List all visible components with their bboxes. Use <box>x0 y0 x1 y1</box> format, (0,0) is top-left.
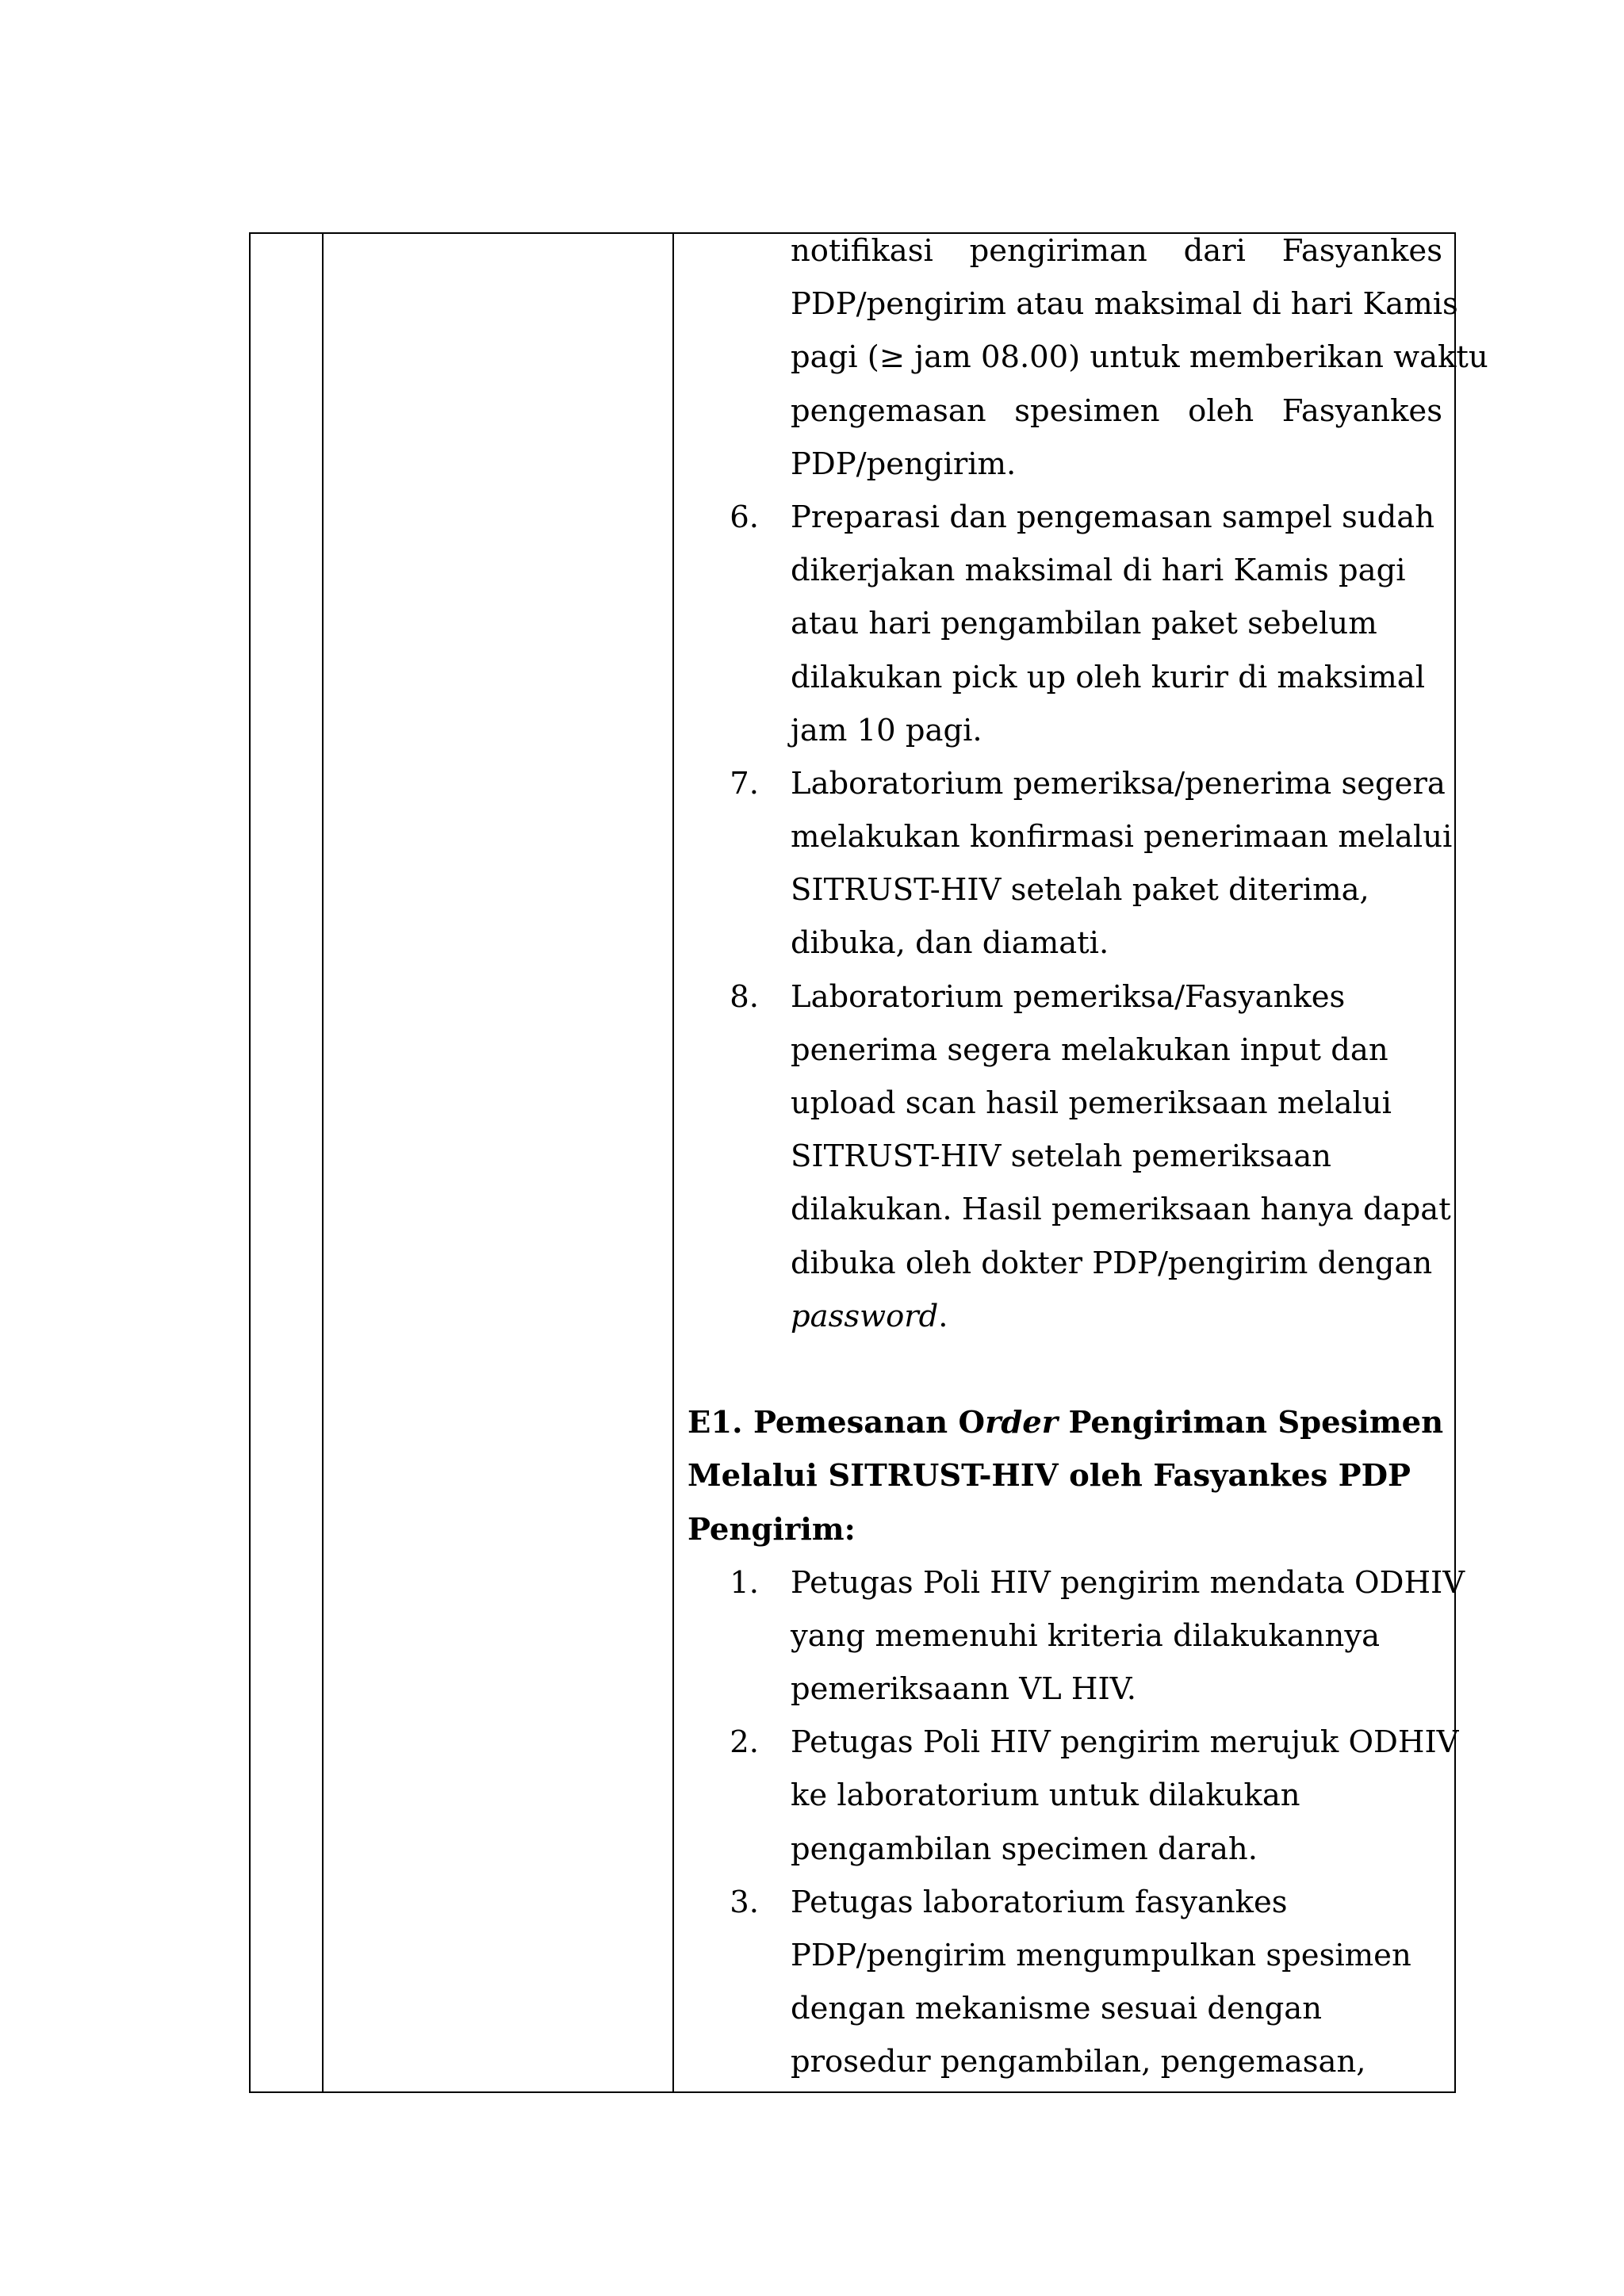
list-item <box>688 1716 1459 1876</box>
text-line: dilakukan. Hasil pemeriksaan hanya dapat <box>791 1192 1451 1228</box>
italic-word: password <box>791 1298 939 1334</box>
text-line: Laboratorium pemeriksa/Fasyankes <box>791 978 1346 1015</box>
text-line: Petugas laboratorium fasyankes <box>791 1884 1288 1920</box>
text-line: PDP/pengirim mengumpulkan spesimen <box>791 1938 1411 1973</box>
text-line: pagi (≥ jam 08.00) untuk memberikan waktu <box>791 339 1488 376</box>
text-line: SITRUST-HIV setelah paket diterima, <box>791 872 1369 909</box>
text-line: SITRUST-HIV setelah pemeriksaan <box>791 1138 1331 1175</box>
word: spesimen <box>1014 392 1160 429</box>
text-line <box>688 1290 1442 1343</box>
list-item <box>688 491 1442 757</box>
list-number: 2. <box>730 1724 759 1761</box>
text-line: atau hari pengambilan paket sebelum <box>791 606 1377 642</box>
section-heading <box>688 1396 1442 1449</box>
text-line: melakukan konfirmasi penerimaan melalui <box>791 819 1453 855</box>
list-item <box>688 1876 1442 2089</box>
heading-italic: rder <box>985 1405 1059 1441</box>
word: pengemasan <box>791 392 986 429</box>
list-number: 6. <box>730 499 759 535</box>
heading-text: Pengiriman Spesimen <box>1058 1405 1444 1441</box>
list-number: 7. <box>730 765 759 802</box>
text-line: dikerjakan maksimal di hari Kamis pagi <box>791 553 1406 589</box>
text-line: pemeriksaann VL HIV. <box>791 1671 1136 1708</box>
text-line: PDP/pengirim atau maksimal di hari Kamis <box>791 286 1458 323</box>
text-line: penerima segera melakukan input dan <box>791 1031 1388 1068</box>
text-line: yang memenuhi kriteria dilakukannya <box>791 1617 1381 1654</box>
column-divider-2 <box>672 234 674 2091</box>
text-line: ke laboratorium untuk dilakukan <box>791 1777 1300 1814</box>
list-item <box>688 757 1453 970</box>
list-number: 1. <box>730 1564 759 1601</box>
text-line: pengambilan specimen darah. <box>791 1831 1258 1867</box>
justified-line <box>688 224 1442 277</box>
text-line: jam 10 pagi. <box>791 712 982 748</box>
text-line: Petugas Poli HIV pengirim mendata ODHIV <box>791 1564 1465 1601</box>
column-divider-1 <box>322 234 324 2091</box>
word: notifikasi <box>791 233 933 269</box>
word: oleh <box>1188 392 1254 429</box>
spacer <box>688 1343 1442 1396</box>
text-line: dilakukan pick up oleh kurir di maksimal <box>791 659 1426 695</box>
list-number: 8. <box>730 978 759 1015</box>
list-item <box>688 970 1451 1343</box>
text-line: upload scan hasil pemeriksaan melalui <box>791 1085 1392 1121</box>
text-line: PDP/pengirim. <box>791 446 1017 482</box>
word: Fasyankes <box>1281 392 1442 429</box>
text-line: Petugas Poli HIV pengirim merujuk ODHIV <box>791 1724 1459 1761</box>
word: dari <box>1183 233 1246 269</box>
text-line: dibuka, dan diamati. <box>791 925 1109 962</box>
text-line: Laboratorium pemeriksa/penerima segera <box>791 765 1446 802</box>
word: pengiriman <box>969 233 1147 269</box>
heading-text: E1. Pemesanan O <box>688 1405 986 1441</box>
table-cell-content <box>688 224 1488 2089</box>
section-heading-line: Melalui SITRUST-HIV oleh Fasyankes PDP <box>688 1458 1411 1494</box>
list-item <box>688 1556 1465 1716</box>
text-line: dengan mekanisme sesuai dengan <box>791 1991 1323 2027</box>
punctuation: . <box>938 1298 948 1334</box>
text-line: dibuka oleh dokter PDP/pengirim dengan <box>791 1245 1433 1281</box>
word: Fasyankes <box>1281 233 1442 269</box>
justified-line <box>688 385 1442 438</box>
section-heading-line: Pengirim: <box>688 1511 856 1548</box>
text-line: prosedur pengambilan, pengemasan, <box>791 2044 1366 2080</box>
list-number: 3. <box>730 1884 759 1920</box>
text-line: Preparasi dan pengemasan sampel sudah <box>791 499 1434 535</box>
